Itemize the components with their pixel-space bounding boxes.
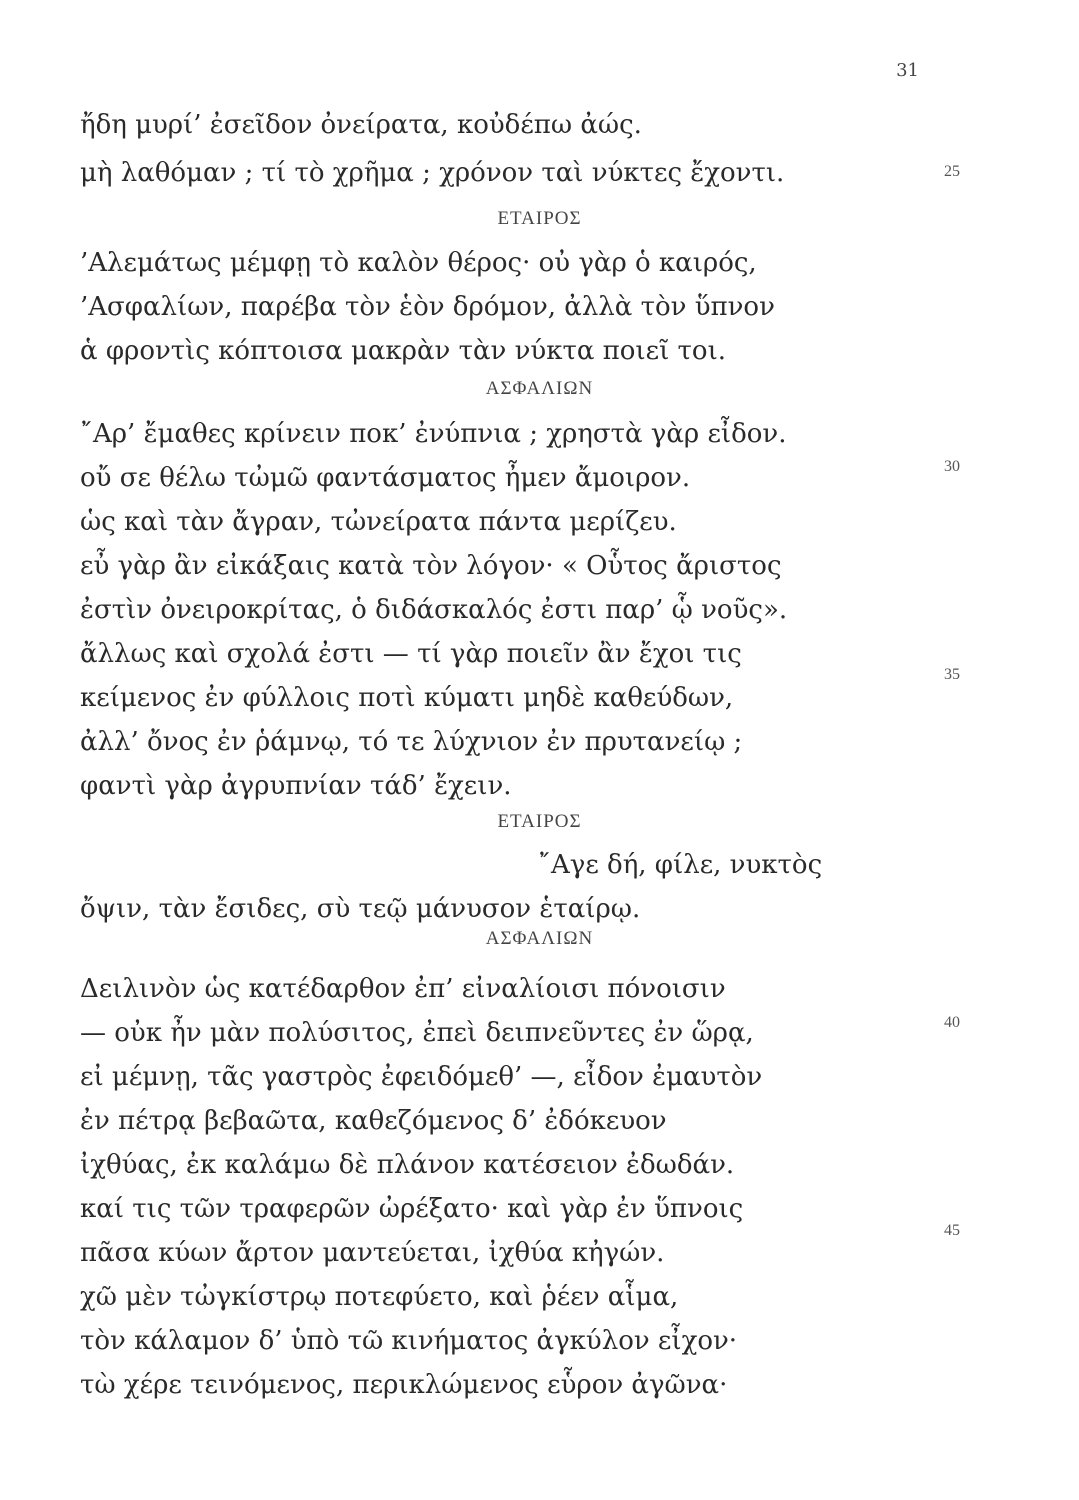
speaker-heading: ΕΤΑΙΡΟΣ [497,811,582,832]
line-number: 25 [944,163,960,180]
line-number: 35 [944,666,960,683]
verse-line: ἤδη μυρί’ ἐσεῖδον ὀνείρατα, κοὐδέπω ἀώς. [80,110,642,140]
verse-line: τὼ χέρε τεινόμενος, περικλώμενος εὗρον ἀγῶνα· [80,1370,728,1400]
verse-line: μὴ λαθόμαν ; τί τὸ χρῆμα ; χρόνον ταὶ νύκτες ἔχοντι. [80,158,785,188]
line-number: 45 [944,1222,960,1239]
verse-line: εἰ μέμνῃ, τᾶς γαστρὸς ἐφειδόμεθ’ —, εἶδον ἐμαυτὸν [80,1062,763,1092]
verse-line: ἄλλως καὶ σχολά ἐστι — τί γὰρ ποιεῖν ἂν ἔχοι τις [80,639,742,669]
verse-line: ἐστὶν ὀνειροκρίτας, ὁ διδάσκαλός ἐστι παρ’ ᾧ νοῦς». [80,595,788,625]
verse-line: κείμενος ἐν φύλλοις ποτὶ κύματι μηδὲ καθεύδων, [80,683,734,713]
verse-line: Δειλινὸν ὡς κατέδαρθον ἐπ’ εἰναλίοισι πόνοισιν [80,974,726,1004]
verse-line: εὖ γὰρ ἂν εἰκάξαις κατὰ τὸν λόγον· « Οὗτος ἄριστος [80,551,782,581]
verse-line: — οὐκ ἦν μὰν πολύσιτος, ἐπεὶ δειπνεῦντες ἐν ὥρᾳ, [80,1018,754,1048]
verse-line: ’Ασφαλίων, παρέβα τὸν ἑὸν δρόμον, ἀλλὰ τὸν ὕπνον [80,292,775,322]
line-number: 40 [944,1014,960,1031]
page-number: 31 [896,60,919,81]
speaker-heading: ΑΣΦΑΛΙΩΝ [485,928,594,949]
line-number: 30 [944,458,960,475]
verse-line: φαντὶ γὰρ ἀγρυπνίαν τάδ’ ἔχειν. [80,771,512,801]
speaker-heading: ΕΤΑΙΡΟΣ [497,208,582,229]
verse-line: ὄψιν, τὰν ἔσιδες, σὺ τεῷ μάνυσον ἑταίρῳ. [80,894,641,924]
verse-line: ’Αλεμάτως μέμφῃ τὸ καλὸν θέρος· οὐ γὰρ ὁ καιρός, [80,248,757,278]
verse-line: καί τις τῶν τραφερῶν ὠρέξατο· καὶ γὰρ ἐν ὕπνοις [80,1194,744,1224]
verse-line: ὡς καὶ τὰν ἄγραν, τὠνείρατα πάντα μερίζευ. [80,507,677,537]
verse-line: ῎Αρ’ ἔμαθες κρίνειν ποκ’ ἐνύπνια ; χρηστὰ γὰρ εἶδον. [80,419,787,449]
verse-line: χῶ μὲν τὠγκίστρῳ ποτεφύετο, καὶ ῥέεν αἷμα, [80,1282,679,1312]
verse-line: ἀλλ’ ὄνος ἐν ῥάμνῳ, τό τε λύχνιον ἐν πρυτανείῳ ; [80,727,743,757]
verse-line: ἰχθύας, ἐκ καλάμω δὲ πλάνον κατέσειον ἐδωδάν. [80,1150,735,1180]
verse-line: ἐν πέτρᾳ βεβαῶτα, καθεζόμενος δ’ ἐδόκευον [80,1106,667,1136]
verse-line: ῎Αγε δή, φίλε, νυκτὸς [538,850,823,880]
speaker-heading: ΑΣΦΑΛΙΩΝ [485,378,594,399]
verse-line: οὔ σε θέλω τὠμῶ φαντάσματος ἦμεν ἄμοιρον. [80,463,691,493]
verse-line: τὸν κάλαμον δ’ ὑπὸ τῶ κινήματος ἀγκύλον εἶχον· [80,1326,738,1356]
verse-line: πᾶσα κύων ἄρτον μαντεύεται, ἰχθύα κἠγών. [80,1238,665,1268]
verse-line: ἁ φροντὶς κόπτοισα μακρὰν τὰν νύκτα ποιεῖ τοι. [80,336,727,366]
